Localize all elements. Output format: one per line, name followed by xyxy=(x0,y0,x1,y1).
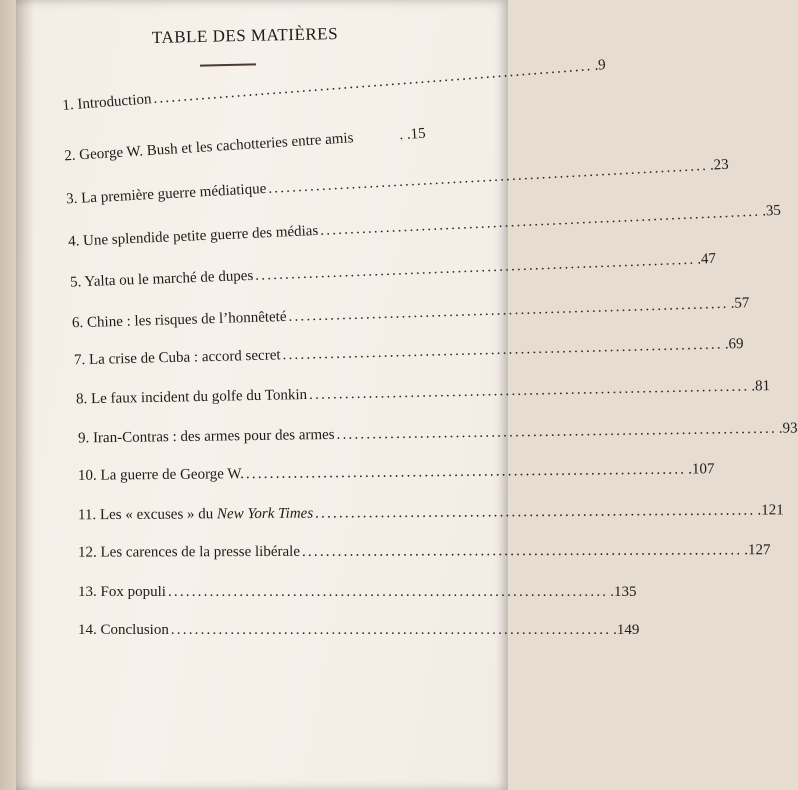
toc-entry-label xyxy=(78,506,313,525)
toc-entry-8[interactable] xyxy=(75,378,771,409)
toc-entry-3[interactable] xyxy=(65,156,730,209)
toc-leader-dots: .......................................................................... xyxy=(254,251,696,284)
toc-page-number: .47 xyxy=(696,250,717,268)
toc-entry-5[interactable] xyxy=(69,250,717,291)
toc-entry-9[interactable] xyxy=(77,420,798,448)
toc-leader-dots: .......................................................................... xyxy=(170,622,612,638)
toc-page-number: .127 xyxy=(744,542,771,559)
toc-leader-dots: .......................................................................... xyxy=(336,420,777,443)
toc-entry-label: 12. Les carences de la presse libérale xyxy=(77,543,300,561)
toc-entry-label: 9. Iran-Contras : des armes pour des armes xyxy=(77,426,335,447)
toc-entry-label: 3. La première guerre médiatique xyxy=(65,180,267,208)
toc-entry-10[interactable] xyxy=(77,461,715,485)
toc-entry-1[interactable] xyxy=(61,57,607,115)
toc-page-number: .23 xyxy=(709,156,730,174)
toc-page-number: .9 xyxy=(593,57,607,74)
page-title: TABLE DES MATIÈRES xyxy=(151,24,339,47)
toc-leader-dots xyxy=(356,139,398,142)
toc-leader-dots: .......................................................................... xyxy=(152,58,594,108)
toc-page-number: .93 xyxy=(778,420,798,437)
toc-entry-13[interactable] xyxy=(78,584,637,601)
toc-leader-dots: .......................................................................... xyxy=(267,157,709,197)
table-of-contents xyxy=(48,57,798,670)
toc-entry-label: 2. George W. Bush et les cachotteries entre amis xyxy=(63,130,354,165)
toc-entry-label: 10. La guerre de George W. xyxy=(77,466,245,484)
toc-entry-12[interactable] xyxy=(77,542,771,561)
toc-entry-label-italic: New York Times xyxy=(216,505,314,523)
toc-leader-dots: .......................................................................... xyxy=(319,203,761,239)
toc-entry-7[interactable] xyxy=(73,336,744,370)
toc-page-number: .149 xyxy=(613,622,640,638)
toc-entry-14[interactable] xyxy=(78,622,640,639)
toc-page-number: .135 xyxy=(610,584,637,600)
toc-leader-dots: .......................................................................... xyxy=(282,336,723,364)
toc-entry-label: 5. Yalta ou le marché de dupes xyxy=(69,267,254,291)
toc-page-number: . .15 xyxy=(398,125,427,144)
toc-entry-label: 14. Conclusion xyxy=(78,622,169,638)
toc-leader-dots: .......................................................................... xyxy=(301,542,743,560)
book-gutter xyxy=(0,0,16,790)
toc-entry-label: 8. Le faux incident du golfe du Tonkin xyxy=(75,386,308,408)
toc-entry-label: 13. Fox populi xyxy=(78,584,166,600)
toc-page-number: .121 xyxy=(757,502,784,519)
toc-entry-4[interactable] xyxy=(67,202,782,251)
toc-page-number: .69 xyxy=(724,336,744,353)
toc-leader-dots: .......................................................................... xyxy=(288,295,729,325)
toc-leader-dots: .......................................................................... xyxy=(315,502,756,522)
toc-entry-label: 7. La crise de Cuba : accord secret xyxy=(73,347,281,369)
toc-page-number: .107 xyxy=(688,461,715,478)
toc-page-number: .35 xyxy=(761,202,782,220)
toc-entry-label-prefix: 11. Les « excuses » du xyxy=(77,506,218,524)
toc-entry-11[interactable] xyxy=(77,502,784,525)
toc-leader-dots: .......................................................................... xyxy=(308,378,750,403)
toc-entry-label: 1. Introduction xyxy=(61,91,152,114)
toc-leader-dots: .......................................................................... xyxy=(167,584,609,600)
toc-page-number: .81 xyxy=(751,378,771,395)
toc-entry-6[interactable] xyxy=(71,295,750,333)
toc-entry-label: 4. Une splendide petite guerre des médias xyxy=(67,222,319,250)
toc-page-number: .57 xyxy=(730,295,750,312)
toc-entry-2[interactable] xyxy=(64,126,426,166)
toc-entry-label: 6. Chine : les risques de l’honnêteté xyxy=(71,308,287,332)
toc-leader-dots: .......................................................................... xyxy=(245,461,687,483)
